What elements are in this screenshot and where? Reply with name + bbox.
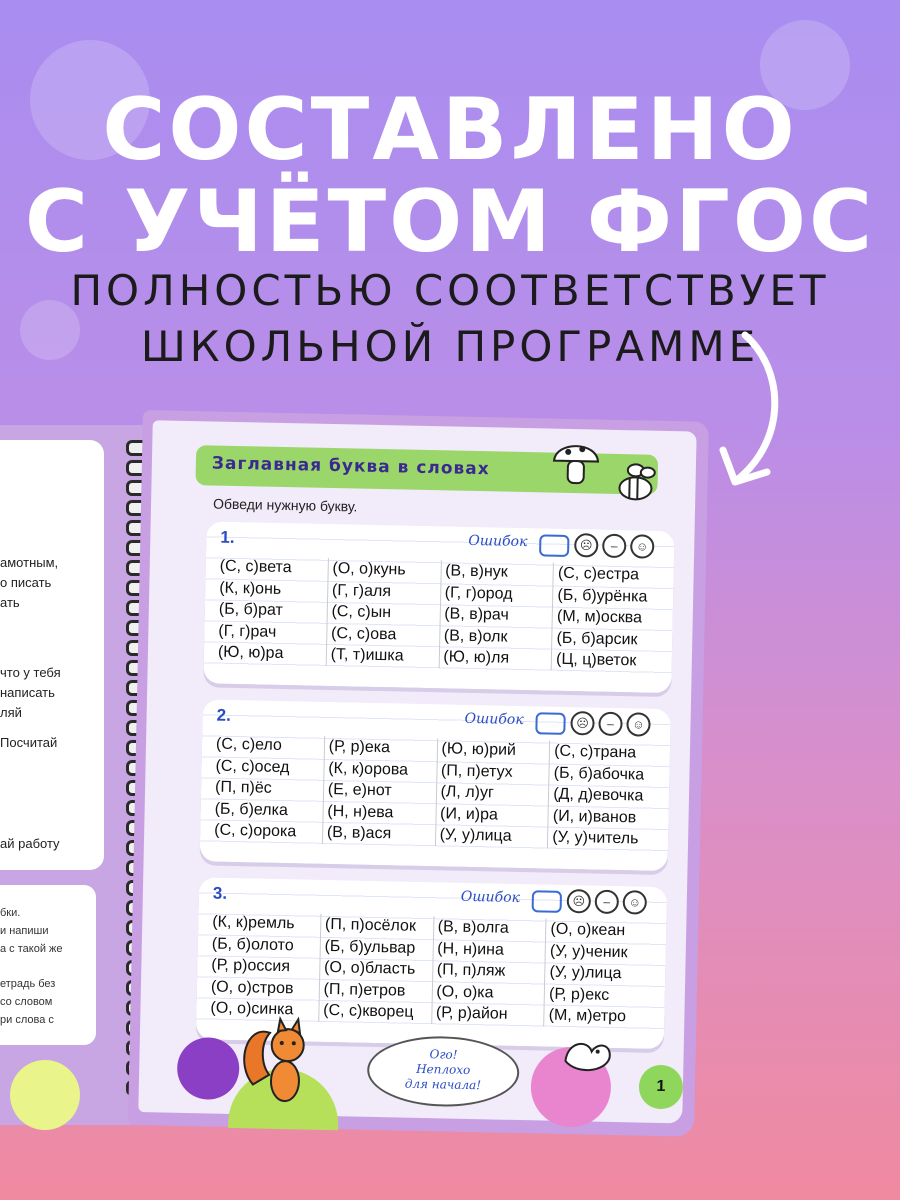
word-option[interactable]: (С, с)ело: [215, 735, 283, 754]
word-option[interactable]: (Ю, ю)рий: [441, 740, 517, 759]
word-option[interactable]: (С, с)трана: [554, 742, 637, 762]
word-column: [551, 563, 666, 673]
word-columns: [206, 911, 658, 1028]
word-option[interactable]: (С, с)естра: [557, 564, 640, 584]
word-option[interactable]: (Ц, ц)веток: [555, 650, 637, 670]
word-option[interactable]: (С, с)осед: [215, 757, 290, 776]
word-option[interactable]: (О, о)кунь: [332, 560, 406, 579]
word-option[interactable]: (Б, б)елка: [214, 800, 289, 819]
praise-bubble: [366, 1035, 519, 1108]
word-option[interactable]: (В, в)ася: [326, 823, 392, 843]
exercise-number: 2.: [216, 705, 232, 725]
bee-icon: [613, 460, 662, 505]
workbook-page: [128, 410, 709, 1137]
subline-line-1: ПОЛНОСТЬЮ СООТВЕТСТВУЕТ: [70, 266, 830, 315]
word-option[interactable]: (У, у)читель: [552, 828, 639, 848]
left-page-card: [0, 440, 104, 870]
word-columns: [214, 556, 666, 673]
workbook-page-inner: [138, 420, 696, 1123]
word-option[interactable]: (Р, р)екс: [548, 985, 610, 1004]
errors-count-field[interactable]: [535, 712, 565, 735]
exercise-card: [203, 521, 674, 693]
left-text-fragment: о писать: [0, 575, 52, 590]
word-option[interactable]: (Ю, ю)ля: [443, 648, 510, 667]
word-option[interactable]: (Л, л)уг: [440, 783, 494, 802]
squirrel-illustration: [238, 1014, 320, 1112]
word-option[interactable]: (Б, б)арсик: [556, 629, 638, 648]
word-option[interactable]: (В, в)олк: [443, 626, 508, 646]
word-option[interactable]: (У, у)лица: [439, 826, 512, 845]
word-column: [547, 741, 662, 851]
left-text-fragment: ать: [0, 595, 20, 610]
word-option[interactable]: (О, о)ка: [436, 982, 494, 1001]
errors-count-field[interactable]: [539, 534, 569, 557]
word-option[interactable]: (Б, б)рат: [218, 600, 283, 619]
word-option[interactable]: (Т, т)ишка: [330, 645, 404, 665]
sun-face-icon[interactable]: ☺: [630, 534, 654, 558]
word-option[interactable]: (Р, р)оссия: [211, 956, 291, 976]
instruction-text: Обведи нужную букву.: [212, 495, 358, 515]
word-column: [214, 556, 328, 666]
word-option[interactable]: (О, о)кеан: [550, 920, 626, 940]
left-text-fragment: етрадь без: [0, 978, 56, 990]
word-option[interactable]: (П, п)етух: [440, 761, 513, 781]
sun-face-icon[interactable]: ☺: [623, 890, 647, 914]
word-option[interactable]: (К, к)ремль: [212, 913, 295, 933]
neutral-face-icon[interactable]: –: [595, 890, 619, 914]
word-option[interactable]: (Г, г)аля: [331, 581, 392, 600]
left-page-card-2: [0, 885, 96, 1045]
word-columns: [210, 734, 662, 851]
bird-illustration: [557, 1021, 618, 1082]
word-option[interactable]: (О, о)стров: [210, 978, 294, 997]
word-option[interactable]: (И, и)ра: [439, 804, 499, 824]
word-option[interactable]: (С, с)вета: [219, 557, 292, 577]
word-option[interactable]: (К, к)орова: [328, 759, 409, 779]
word-option[interactable]: (С, с)ова: [330, 624, 397, 643]
left-text-fragment: Посчитай: [0, 735, 58, 750]
exercise-card: [200, 699, 671, 871]
word-option[interactable]: (О, о)синка: [210, 999, 294, 1019]
word-column: [434, 738, 549, 848]
word-option[interactable]: (В, в)олга: [437, 918, 509, 937]
word-option[interactable]: (Н, н)ина: [437, 939, 505, 959]
curved-arrow-icon: [715, 330, 795, 500]
word-column: [431, 916, 546, 1026]
word-option[interactable]: (Б, б)ульвар: [324, 937, 416, 957]
cloud-face-icon[interactable]: ☹: [574, 533, 598, 557]
word-option[interactable]: (П, п)осёлок: [324, 915, 417, 935]
word-option[interactable]: (Н, н)ева: [327, 802, 394, 821]
word-option[interactable]: (С, с)орока: [214, 821, 297, 841]
word-option[interactable]: (Д, д)евочка: [553, 785, 644, 805]
word-option[interactable]: (Б, б)урёнка: [557, 586, 648, 606]
decor-circle: [10, 1060, 80, 1130]
word-option[interactable]: (Б, б)олото: [211, 935, 294, 954]
left-text-fragment: ляй: [0, 705, 22, 720]
left-text-fragment: и напиши: [0, 925, 49, 937]
word-option[interactable]: (П, п)ёс: [214, 778, 272, 797]
word-option[interactable]: (Р, р)айон: [435, 1004, 508, 1023]
neutral-face-icon[interactable]: –: [598, 712, 622, 736]
subline-line-2: ШКОЛЬНОЙ ПРОГРАММЕ: [140, 322, 760, 371]
errors-count-field[interactable]: [532, 890, 562, 913]
left-text-fragment: ри слова с: [0, 1014, 54, 1026]
word-column: [325, 558, 440, 668]
word-option[interactable]: (Г, г)ород: [444, 583, 513, 603]
word-option[interactable]: (С, с)кворец: [323, 1001, 414, 1021]
cloud-face-icon[interactable]: ☹: [570, 711, 594, 735]
word-option[interactable]: (С, с)ын: [331, 602, 392, 622]
word-column: [318, 914, 433, 1024]
exercise-number: 1.: [220, 527, 235, 547]
word-option[interactable]: (О, о)бласть: [323, 958, 416, 978]
word-option[interactable]: (П, п)етров: [323, 980, 406, 1000]
word-option[interactable]: (Е, е)нот: [327, 780, 392, 800]
word-option[interactable]: (М, м)осква: [556, 607, 643, 627]
neutral-face-icon[interactable]: –: [602, 534, 626, 558]
bubble-line: для начала!: [404, 1076, 482, 1093]
bubble-line: Неплохо: [416, 1061, 471, 1077]
mushroom-icon: [549, 437, 602, 490]
exercise-number: 3.: [212, 883, 228, 903]
word-option[interactable]: (И, и)ванов: [552, 807, 637, 826]
word-option[interactable]: (У, у)лица: [549, 963, 622, 983]
headline-line-2: С УЧЁТОМ ФГОС: [24, 172, 876, 272]
word-option[interactable]: (Ю, ю)ра: [217, 643, 284, 662]
word-option[interactable]: (М, м)етро: [548, 1006, 627, 1026]
word-column: [210, 734, 324, 844]
page-title: Заглавная буква в словах: [211, 453, 490, 480]
decor-circle: [177, 1037, 240, 1100]
word-option[interactable]: (Г, г)рач: [218, 622, 277, 641]
left-text-fragment: ай работу: [0, 836, 60, 851]
sun-face-icon[interactable]: ☺: [626, 712, 650, 736]
left-text-fragment: бки.: [0, 907, 21, 919]
errors-label: Ошибок: [464, 710, 524, 729]
word-option[interactable]: (П, п)ляж: [436, 961, 506, 980]
left-text-fragment: а с такой же: [0, 943, 63, 955]
page-number: 1: [638, 1065, 683, 1110]
word-column: [322, 736, 437, 846]
errors-label: Ошибок: [468, 532, 528, 551]
left-text-fragment: амотным,: [0, 555, 59, 570]
word-option[interactable]: (В, в)нук: [445, 562, 508, 581]
word-option[interactable]: (К, к)онь: [219, 579, 282, 598]
word-option[interactable]: (У, у)ченик: [549, 942, 628, 961]
headline-line-1: СОСТАВЛЕНО: [102, 80, 798, 180]
word-option[interactable]: (Р, р)ека: [328, 737, 391, 757]
word-column: [206, 911, 320, 1021]
errors-label: Ошибок: [460, 888, 521, 906]
word-option[interactable]: (Б, б)абочка: [553, 764, 645, 784]
bubble-line: Ого!: [429, 1047, 458, 1062]
left-text-fragment: что у тебя: [0, 665, 61, 680]
cloud-face-icon[interactable]: ☹: [567, 889, 591, 913]
word-option[interactable]: (В, в)рач: [444, 605, 509, 624]
word-column: [438, 560, 553, 670]
left-text-fragment: написать: [0, 685, 55, 700]
word-column: [543, 919, 658, 1029]
left-text-fragment: со словом: [0, 996, 53, 1008]
